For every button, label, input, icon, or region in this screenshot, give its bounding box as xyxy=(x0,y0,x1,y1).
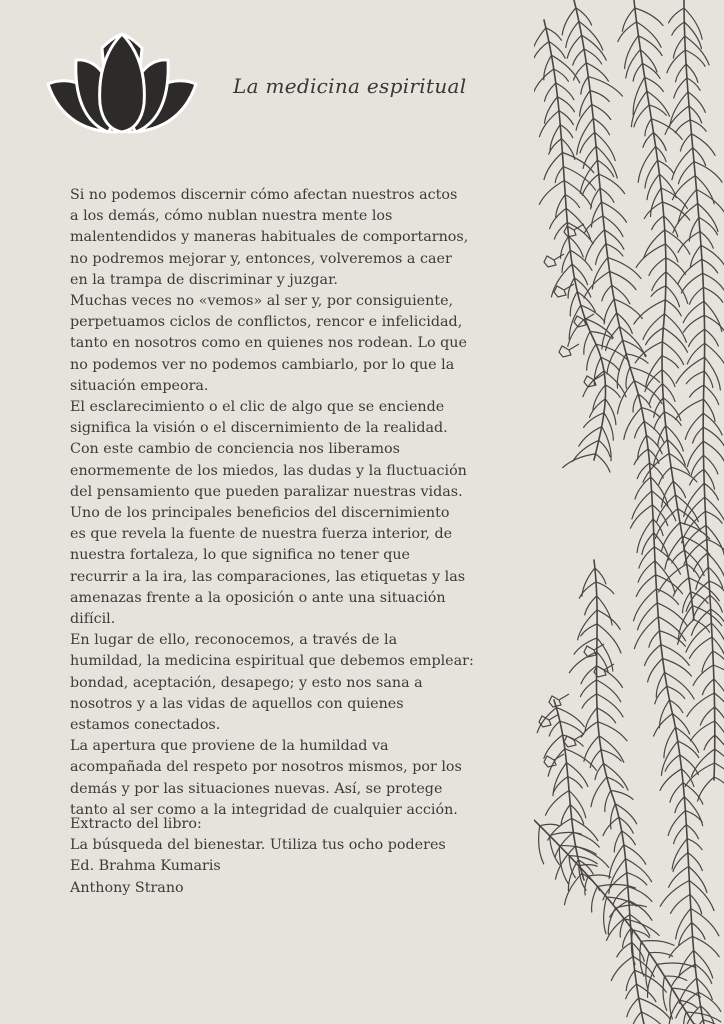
paragraph: Muchas veces no «vemos» al ser y, por consiguiente, perpetuamos ciclos de conflictos, rencor e infelicidad, tanto en nosotros como en quienes nos rodean. Lo que no podemos ver no podemos cambiarlo, por lo que la situación empeora. xyxy=(70,293,467,394)
book-credits xyxy=(70,814,540,899)
paragraph: La apertura que proviene de la humildad va acompañada del respeto por nosotros mismos, por los demás y por las situaciones nuevas. Así, se protege tanto al ser como a la integridad de cualquier acción. xyxy=(70,738,462,818)
paragraph: En lugar de ello, reconocemos, a través de la humildad, la medicina espiritual que debemos emplear: bondad, aceptación, desapego; y esto nos sana a nosotros y a las vidas de aquellos con quienes estamos conectados. xyxy=(70,632,474,734)
lotus-icon xyxy=(42,30,202,134)
author: Anthony Strano xyxy=(70,879,184,896)
book-title: La búsqueda del bienestar. Utiliza tus ocho poderes xyxy=(70,837,446,854)
article-body xyxy=(70,185,510,821)
publisher: Ed. Brahma Kumaris xyxy=(70,858,221,875)
paragraph: El esclarecimiento o el clic de algo que se enciende significa la visión o el discernimiento de la realidad. Con este cambio de conciencia nos liberamos enormemente de los miedos, las dudas y la fluctuación del pensamiento que pueden paralizar nuestras vidas. Uno de los principales beneficios del discernimiento es que revela la fuente de nuestra fuerza interior, de nuestra fortaleza, lo que significa no tener que recurrir a la ira, las comparaciones, las etiquetas y las amenazas frente a la oposición o ante una situación difícil. xyxy=(70,399,467,628)
credits-label: Extracto del libro: xyxy=(70,816,202,832)
paragraph: Si no podemos discernir cómo afectan nuestros actos a los demás, cómo nublan nuestra mente los malentendidos y maneras habituales de comportarnos, no podremos mejorar y, entonces, volveremos a caer en la trampa de discriminar y juzgar. xyxy=(70,187,469,288)
page-title: La medicina espiritual xyxy=(233,74,467,98)
botanical-branches-illustration xyxy=(534,0,724,1024)
